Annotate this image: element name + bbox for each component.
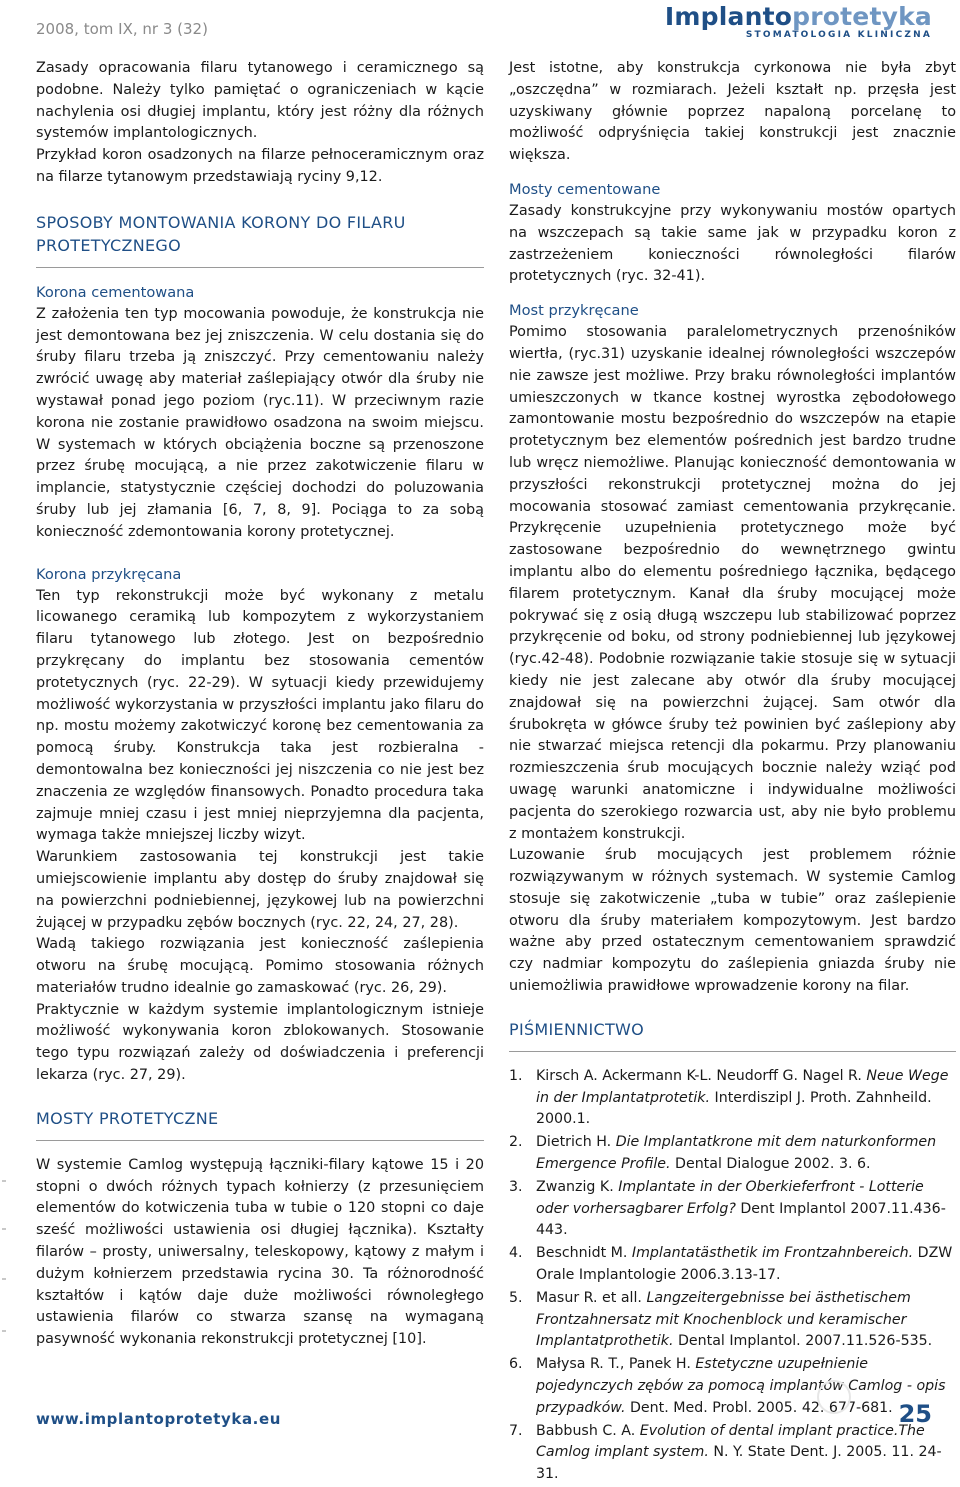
logo-bold: Implanto xyxy=(664,2,793,31)
subsection-heading: Mosty cementowane xyxy=(509,180,661,198)
right-column xyxy=(509,58,956,1487)
reference-item xyxy=(509,1288,956,1353)
paragraph: Zasady konstrukcyjne przy wykonywaniu mostów opartych na wszczepach są takie same jak w przypadku koron z zastrzeżeniem konieczności równoległości filarów protetycznych (ryc. 32-41). xyxy=(509,202,956,285)
paragraph: Luzowanie śrub mocujących jest problemem różnie rozwiązywanym w różnych systemach. W systemie Camlog stosuje się zakotwiczenie „tuba w tubie” oraz zaślepienie otworu dla śruby materiałem kompozytowym. Jest bardzo ważne aby przed ostatecznym cementowaniem sprawdzić czy nadmiar kompozytu do zaślepienia gniazda śruby nie uniemożliwia prawidłowe wprowadzenie korony na filar. xyxy=(509,847,956,995)
logo-light: protetyka xyxy=(792,2,932,31)
margin-mark xyxy=(2,1180,6,1182)
reference-authors: Beschnidt M. xyxy=(536,1245,632,1262)
reference-item xyxy=(509,1177,956,1242)
reference-authors: Kirsch A. Ackermann K-L. Neudorff G. Nagel R. xyxy=(536,1067,867,1084)
paragraph: Zasady opracowania filaru tytanowego i ceramicznego są podobne. Należy tylko pamiętać o ograniczeniach w kącie nachylenia osi długiej implantu, który jest różny dla różnych systemów implantologicznych. xyxy=(36,60,484,142)
margin-mark xyxy=(2,1278,6,1280)
reference-title: Implantate in der Oberkieferfront - Lotterie oder vorhersagbarer Erfolg? xyxy=(536,1178,924,1217)
section-divider xyxy=(509,1051,956,1052)
reference-source: Dent. Med. Probl. 2005. 42. 677-681. xyxy=(625,1399,893,1416)
reference-number: 2. xyxy=(509,1134,523,1151)
section-divider xyxy=(36,267,484,268)
paragraph: W systemie Camlog występują łączniki-filary kątowe 15 i 20 stopni o dwóch różnych typach kołnierzy (z przesunięciem elementów do kotwiczenia tuba w tubie o 120 stopni co daje sześć możliwości ustawienia osi długiej łącznika). Kształty filarów – prosty, uniwersalny, teleskopowy, kątowy z małym i dużym kołnierzem przedstawia rycina 30. Ta różnorodność kształtów i kątów daje duże możliwości równoległego ustawienia filarów co stwarza szansę na wymaganą pasywność wykonania rekonstrukcji protetycznej [10]. xyxy=(36,1156,484,1348)
reference-item xyxy=(509,1132,956,1176)
reference-item xyxy=(509,1243,956,1287)
reference-number: 6. xyxy=(509,1356,523,1373)
section-heading: MOSTY PROTETYCZNE xyxy=(36,1108,219,1128)
reference-title: Langzeitergebnisse bei ästhetischem Frontzahnersatz mit Knochenblock und keramischer Implantatprothetik. xyxy=(536,1289,911,1350)
reference-number: 5. xyxy=(509,1289,523,1306)
reference-source: Dent Implantol 2007.11.436-443. xyxy=(536,1200,946,1239)
reference-number: 1. xyxy=(509,1067,523,1084)
paragraph: Praktycznie w każdym systemie implantologicznym istnieje możliwość wykonywania koron zblokowanych. Stosowanie tego typu rozwiązań zależy od doświadczenia i preferencji lekarza (ryc. 27, 29). xyxy=(36,1001,484,1084)
paragraph: Z założenia ten typ mocowania powoduje, że konstrukcja nie jest demontowana bez jej zniszczenia. W celu dostania się do śruby filaru trzeba ją zniszczyć. Przy cementowaniu należy zwrócić uwagę aby materiał zaślepiający otwór dla śruby nie wystawał ponad jego poziom (ryc.11). W przeciwnym razie korona nie zostanie prawidłowo osadzona na swoim miejscu. W systemach w których obciążenia boczne są przenoszone przez śrubę mocującą, a nie przez zakotwiczenie filaru w implancie, statystycznie częściej dochodzi do poluzowania śruby lub jej złamania [6, 7, 8, 9]. Pociąga to za sobą konieczność zdemontowania korony protetycznej. xyxy=(36,305,484,540)
section-heading: SPOSOBY MONTOWANIA KORONY DO FILARU PROTETYCZNEGO xyxy=(36,212,406,255)
reference-authors: Małysa R. T., Panek H. xyxy=(536,1356,696,1373)
reference-source: DZW Orale Implantologie 2006.3.13-17. xyxy=(536,1245,953,1284)
reference-source: Interdiszipl J. Proth. Zahnheild. 2000.1. xyxy=(536,1089,932,1128)
paragraph: Jest istotne, aby konstrukcja cyrkonowa nie była zbyt „oszczędna” w rozmiarach. Jeżeli kształt np. przęsła jest uzyskiwany głównie poprzez napaloną porcelanę to możliwość odpryśnięcia takiej konstrukcji jest znacznie większa. xyxy=(509,60,956,164)
reference-source: N. Y. State Dent. J. 2005. 11. 24-31. xyxy=(536,1444,942,1483)
paragraph: Przykład koron osadzonych na filarze pełnoceramicznym oraz na filarze tytanowym przedstawiają ryciny 9,12. xyxy=(36,147,484,185)
reference-item xyxy=(509,1066,956,1131)
reference-authors: Masur R. et all. xyxy=(536,1289,647,1306)
footer-website-link[interactable]: www.implantoprotetyka.eu xyxy=(36,1410,282,1428)
reference-title: Implantatästhetik im Frontzahnbereich. xyxy=(631,1245,914,1262)
left-column xyxy=(36,58,484,1351)
paragraph: Warunkiem zastosowania tej konstrukcji jest takie umiejscowienie implantu aby dostęp do śruby znajdował się na powierzchni podniebiennej, językowej lub na powierzchni żującej w przypadku zębów bocznych (ryc. 22, 24, 27, 28). xyxy=(36,849,484,931)
reference-number: 3. xyxy=(509,1178,523,1195)
watermark-circle xyxy=(817,1380,851,1414)
reference-item xyxy=(509,1421,956,1486)
paragraph: Pomimo stosowania paralelometrycznych przenośników wiertła, (ryc.31) uzyskanie idealnej równoległości wszczepów nie zawsze jest możliwe. Przy braku równoległości implantów umieszczonych w tkance kostnej wyrostka zębodołowego zamontowanie mostu bezpośrednio do wszczepów na etapie protetycznym bez elementów pośrednich jest bardzo trudne lub wręcz niemożliwe. Planując konieczność demontowania w przyszłości rekonstrukcji protetycznej można do jej mocowania stosować zamiast cementowania przykręcanie. Przykręcenie uzupełnienia protetycznego może być zastosowane bezpośrednio do wewnętrznego gwintu implantu albo do elementu pośredniego łącznika, będącego filarem protetycznym. Kanał dla śruby mocującej może pokrywać się z osią długą wszczepu lub stabilizować poprzez przykręcenie od boku, od strony podniebiennej lub językowej (ryc.42-48). Podobnie rozwiązanie takie stosuje się w sytuacji kiedy nie jest zalecane aby otwór dla śruby mocującej znajdował się na powierzchni żującej. Sam otwór dla śrubokręta w główce śruby też powinien być zaślepiony aby nie stwarzać miejsca retencji dla pokarmu. Przy planowaniu rozmieszczenia śrub mocujących bocznie należy wziąć pod uwagę warunki anatomiczne i indywidualne możliwości pacjenta do szerokiego rozwarcia ust, aby nie było problemu z montażem konstrukcji. xyxy=(509,324,956,842)
reference-item xyxy=(509,1354,956,1419)
journal-logo xyxy=(665,4,932,40)
reference-authors: Zwanzig K. xyxy=(536,1178,619,1195)
subsection-heading: Most przykręcane xyxy=(509,302,639,320)
subsection-heading: Korona przykręcana xyxy=(36,565,182,583)
journal-logo-title xyxy=(665,4,932,29)
subsection-heading: Korona cementowana xyxy=(36,283,195,301)
paragraph: Ten typ rekonstrukcji może być wykonany z metalu licowanego ceramiką lub kompozytem z wykorzystaniem filaru tytanowego lub złotego. Jest on bezpośrednio przykręcany do implantu bez stosowania cementów protetycznych (ryc. 22-29). W sytuacji kiedy przewidujemy możliwość wykorzystania w przyszłości implantu jako filaru do np. mostu możemy zakotwiczyć koronę bez cementowania za pomocą śruby. Konstrukcja taka jest rozbieralna - demontowalna bez konieczności jej niszczenia co nie jest bez znaczenia ze względów finansowych. Ponadto procedura taka zajmuje mniej czasu i jest mniej nieprzyjemna dla pacjenta, wymaga także mniejszej liczby wizyt. xyxy=(36,587,484,844)
reference-number: 7. xyxy=(509,1422,523,1439)
reference-number: 4. xyxy=(509,1245,523,1262)
paragraph: Wadą takiego rozwiązania jest konieczność zaślepienia otworu na śrubę mocującą. Pomimo stosowania różnych materiałów trudno idealnie go zamaskować (ryc. 26, 29). xyxy=(36,936,484,996)
margin-mark xyxy=(2,1330,6,1332)
references-heading: PIŚMIENNICTWO xyxy=(509,1019,645,1039)
references-list xyxy=(509,1066,956,1486)
reference-authors: Dietrich H. xyxy=(536,1134,616,1151)
margin-mark xyxy=(2,1228,6,1230)
issue-info: 2008, tom IX, nr 3 (32) xyxy=(36,20,208,38)
reference-title: Die Implantatkrone mit dem naturkonformen Emergence Profile. xyxy=(536,1134,937,1173)
section-divider xyxy=(36,1140,484,1141)
journal-logo-subtitle: STOMATOLOGIA KLINICZNA xyxy=(745,30,932,40)
reference-title: Evolution of dental implant practice.The Camlog implant system. xyxy=(536,1422,925,1461)
reference-title: Neue Wege in der Implantatprotetik. xyxy=(536,1067,949,1106)
reference-authors: Babbush C. A. xyxy=(536,1422,640,1439)
reference-source: Dental Dialogue 2002. 3. 6. xyxy=(670,1156,871,1173)
reference-source: Dental Implantol. 2007.11.526-535. xyxy=(673,1333,933,1350)
reference-title: Estetyczne uzupełnienie pojedynczych zębów za pomocą implantów Camlog - opis przypadków. xyxy=(536,1356,946,1416)
page-number: 25 xyxy=(898,1400,932,1428)
